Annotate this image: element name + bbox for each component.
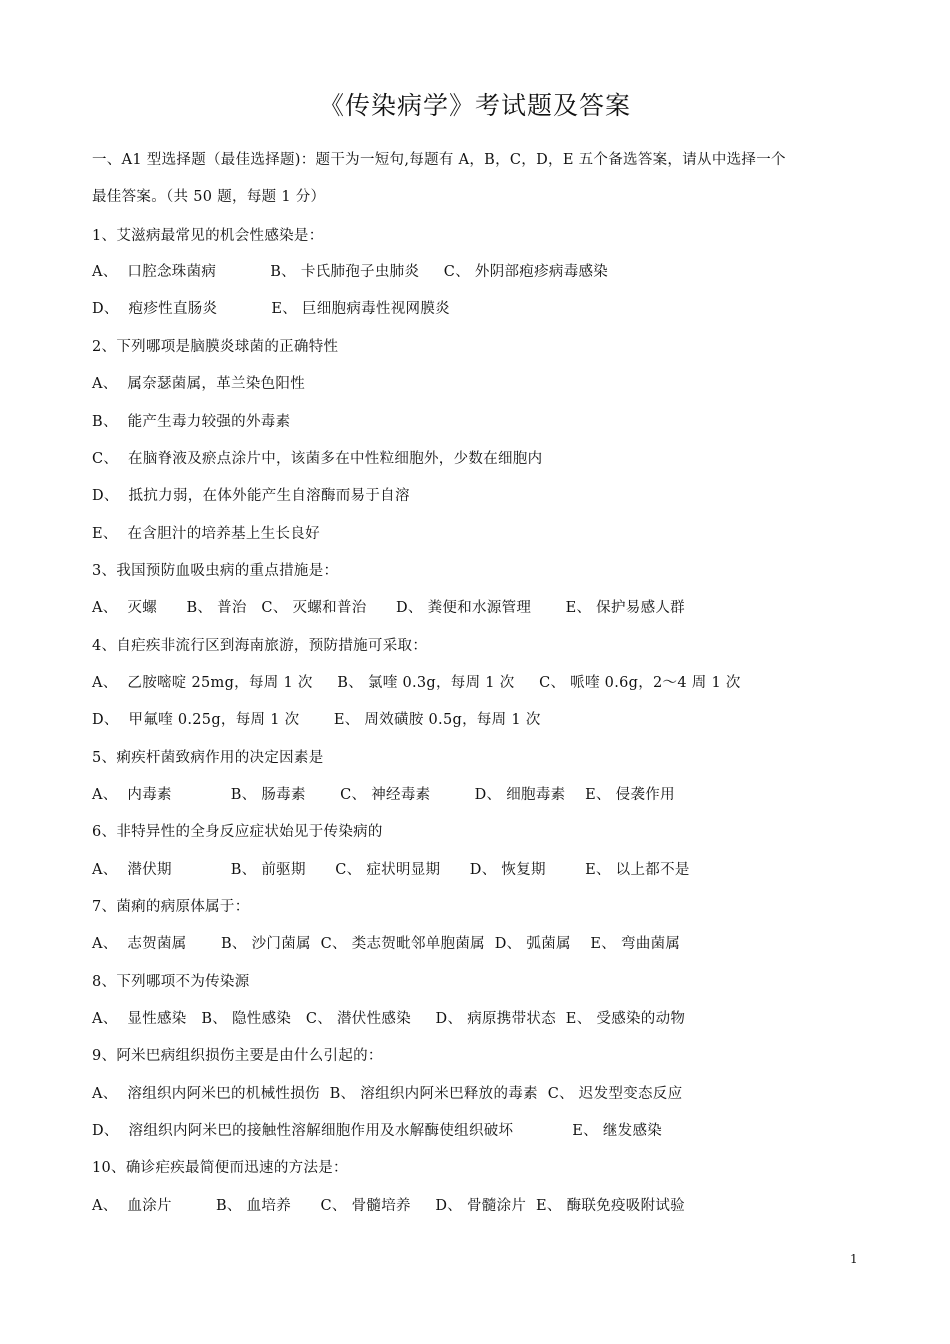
section-instructions-line-1: 一、A1 型选择题（最佳选择题)：题干为一短句,每题有 A，B，C，D，E 五个备选答案，请从中选择一个 [92, 152, 786, 168]
question-5-options: A、 内毒素 B、 肠毒素 C、 神经毒素 D、 细胞毒素 E、 侵袭作用 [92, 787, 675, 803]
page-number: 1 [850, 1252, 858, 1266]
question-6-options: A、 潜伏期 B、 前驱期 C、 症状明显期 D、 恢复期 E、 以上都不是 [92, 862, 690, 878]
question-2-option-d: D、 抵抗力弱，在体外能产生自溶酶而易于自溶 [92, 488, 410, 504]
question-2-option-a: A、 属奈瑟菌属，革兰染色阳性 [92, 376, 305, 392]
question-4-options-row-1: A、 乙胺嘧啶 25mg，每周 1 次 B、 氯喹 0.3g，每周 1 次 C、 哌喹 0.6g，2～4 周 1 次 [92, 675, 741, 691]
question-8-options: A、 显性感染 B、 隐性感染 C、 潜伏性感染 D、 病原携带状态 E、 受感染的动物 [92, 1011, 686, 1027]
question-3: 3、我国预防血吸虫病的重点措施是： [92, 563, 339, 579]
section-instructions-line-2: 最佳答案。（共 50 题，每题 1 分） [92, 189, 326, 205]
question-4-options-row-2: D、 甲氟喹 0.25g，每周 1 次 E、 周效磺胺 0.5g，每周 1 次 [92, 712, 541, 728]
question-9: 9、阿米巴病组织损伤主要是由什么引起的： [92, 1048, 383, 1064]
question-10-options: A、 血涂片 B、 血培养 C、 骨髓培养 D、 骨髓涂片 E、 酶联免疫吸附试验 [92, 1198, 685, 1214]
question-2-option-e: E、 在含胆汁的培养基上生长良好 [92, 526, 320, 542]
question-10: 10、确诊疟疾最简便而迅速的方法是： [92, 1160, 348, 1176]
question-1-options-row-1: A、 口腔念珠菌病 B、 卡氏肺孢子虫肺炎 C、 外阴部疱疹病毒感染 [92, 264, 609, 280]
question-9-options-row-2: D、 溶组织内阿米巴的接触性溶解细胞作用及水解酶使组织破坏 E、 继发感染 [92, 1123, 663, 1139]
question-7-options: A、 志贺菌属 B、 沙门菌属 C、 类志贺毗邻单胞菌属 D、 弧菌属 E、 弯曲菌属 [92, 936, 681, 952]
question-3-options: A、 灭螺 B、 普治 C、 灭螺和普治 D、 粪便和水源管理 E、 保护易感人群 [92, 600, 685, 616]
question-1: 1、艾滋病最常见的机会性感染是： [92, 228, 324, 244]
question-6: 6、非特异性的全身反应症状始见于传染病的 [92, 824, 383, 840]
question-8: 8、下列哪项不为传染源 [92, 974, 250, 990]
question-1-options-row-2: D、 疱疹性直肠炎 E、 巨细胞病毒性视网膜炎 [92, 301, 450, 317]
question-7: 7、菌痢的病原体属于： [92, 899, 250, 915]
document-title: 《传染病学》考试题及答案 [318, 91, 631, 120]
question-4: 4、自疟疾非流行区到海南旅游，预防措施可采取： [92, 638, 428, 654]
question-2-option-c: C、 在脑脊液及瘀点涂片中，该菌多在中性粒细胞外，少数在细胞内 [92, 451, 543, 467]
question-5: 5、痢疾杆菌致病作用的决定因素是 [92, 750, 324, 766]
question-2: 2、下列哪项是脑膜炎球菌的正确特性 [92, 339, 339, 355]
question-2-option-b: B、 能产生毒力较强的外毒素 [92, 414, 291, 430]
question-9-options-row-1: A、 溶组织内阿米巴的机械性损伤 B、 溶组织内阿米巴释放的毒素 C、 迟发型变态反应 [92, 1086, 683, 1102]
